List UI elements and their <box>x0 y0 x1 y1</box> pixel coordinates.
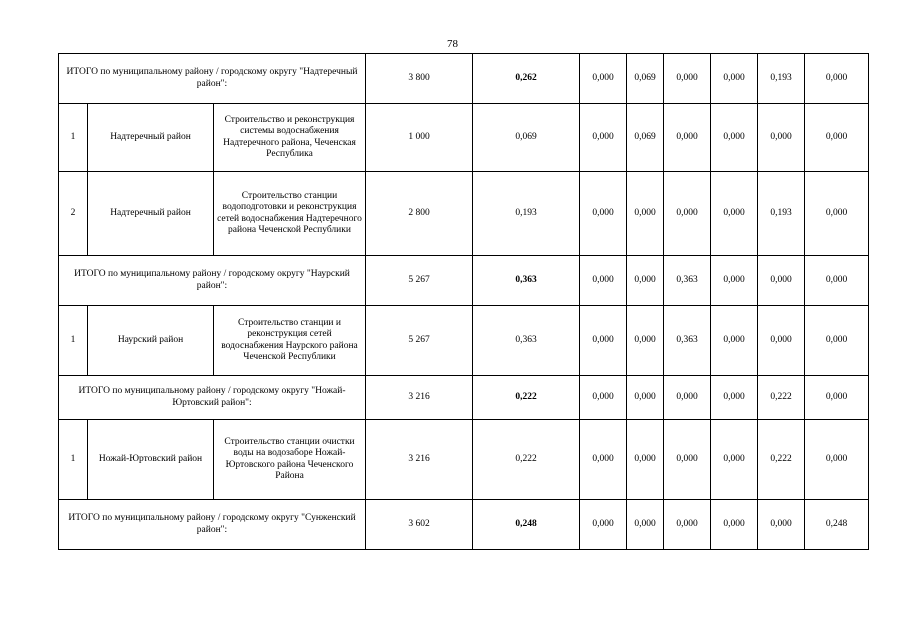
table-row <box>59 104 869 172</box>
year-cell: 0,000 <box>805 376 869 420</box>
year-cell: 0,222 <box>758 376 805 420</box>
sum-cell: 0,222 <box>473 420 580 500</box>
cost-cell: 3 216 <box>366 420 473 500</box>
year-cell: 0,000 <box>580 420 627 500</box>
year-cell: 0,000 <box>758 500 805 550</box>
year-cell: 0,000 <box>664 376 711 420</box>
year-cell: 0,000 <box>627 172 664 256</box>
row-number: 1 <box>59 306 88 376</box>
year-cell: 0,000 <box>711 54 758 104</box>
district-cell: Ножай-Юртовский район <box>88 420 214 500</box>
year-cell: 0,069 <box>627 54 664 104</box>
year-cell: 0,000 <box>758 104 805 172</box>
year-cell: 0,000 <box>805 172 869 256</box>
year-cell: 0,222 <box>758 420 805 500</box>
year-cell: 0,363 <box>664 306 711 376</box>
table-row <box>59 306 869 376</box>
year-cell: 0,193 <box>758 54 805 104</box>
year-cell: 0,000 <box>664 500 711 550</box>
total-label: ИТОГО по муниципальному району / городскому округу "Сунженский район": <box>59 500 366 550</box>
year-cell: 0,000 <box>758 256 805 306</box>
cost-cell: 1 000 <box>366 104 473 172</box>
cost-cell: 3 800 <box>366 54 473 104</box>
project-cell: Строительство и реконструкция системы водоснабжения Надтеречного района, Чеченская Республика <box>214 104 366 172</box>
total-label: ИТОГО по муниципальному району / городскому округу "Надтеречный район": <box>59 54 366 104</box>
sum-cell: 0,069 <box>473 104 580 172</box>
year-cell: 0,000 <box>711 104 758 172</box>
year-cell: 0,000 <box>711 500 758 550</box>
sum-cell: 0,262 <box>473 54 580 104</box>
year-cell: 0,000 <box>664 104 711 172</box>
year-cell: 0,000 <box>664 172 711 256</box>
year-cell: 0,000 <box>805 256 869 306</box>
year-cell: 0,000 <box>580 256 627 306</box>
total-row <box>59 54 869 104</box>
investment-table <box>58 53 869 550</box>
year-cell: 0,000 <box>627 376 664 420</box>
year-cell: 0,000 <box>627 256 664 306</box>
year-cell: 0,000 <box>805 420 869 500</box>
year-cell: 0,000 <box>758 306 805 376</box>
year-cell: 0,000 <box>580 376 627 420</box>
total-row <box>59 376 869 420</box>
year-cell: 0,000 <box>664 420 711 500</box>
year-cell: 0,000 <box>711 420 758 500</box>
year-cell: 0,000 <box>580 500 627 550</box>
year-cell: 0,000 <box>627 500 664 550</box>
district-cell: Надтеречный район <box>88 104 214 172</box>
project-cell: Строительство станции водоподготовки и реконструкция сетей водоснабжения Надтеречного района Чеченской Республики <box>214 172 366 256</box>
year-cell: 0,000 <box>711 172 758 256</box>
year-cell: 0,000 <box>805 54 869 104</box>
project-cell: Строительство станции и реконструкция сетей водоснабжения Наурского района Чеченской Республики <box>214 306 366 376</box>
cost-cell: 2 800 <box>366 172 473 256</box>
district-cell: Надтеречный район <box>88 172 214 256</box>
total-label: ИТОГО по муниципальному району / городскому округу "Ножай-Юртовский район": <box>59 376 366 420</box>
total-label: ИТОГО по муниципальному району / городскому округу "Наурский район": <box>59 256 366 306</box>
cost-cell: 3 216 <box>366 376 473 420</box>
year-cell: 0,069 <box>627 104 664 172</box>
sum-cell: 0,248 <box>473 500 580 550</box>
year-cell: 0,000 <box>805 306 869 376</box>
year-cell: 0,000 <box>580 306 627 376</box>
table-row <box>59 420 869 500</box>
year-cell: 0,000 <box>711 256 758 306</box>
year-cell: 0,000 <box>664 54 711 104</box>
district-cell: Наурский район <box>88 306 214 376</box>
year-cell: 0,000 <box>805 104 869 172</box>
year-cell: 0,363 <box>664 256 711 306</box>
page-number: 78 <box>447 38 458 50</box>
row-number: 1 <box>59 420 88 500</box>
year-cell: 0,000 <box>627 306 664 376</box>
table-row <box>59 172 869 256</box>
year-cell: 0,000 <box>627 420 664 500</box>
row-number: 2 <box>59 172 88 256</box>
sum-cell: 0,363 <box>473 256 580 306</box>
sum-cell: 0,193 <box>473 172 580 256</box>
cost-cell: 5 267 <box>366 256 473 306</box>
cost-cell: 5 267 <box>366 306 473 376</box>
year-cell: 0,248 <box>805 500 869 550</box>
sum-cell: 0,222 <box>473 376 580 420</box>
year-cell: 0,000 <box>711 376 758 420</box>
year-cell: 0,000 <box>711 306 758 376</box>
year-cell: 0,193 <box>758 172 805 256</box>
project-cell: Строительство станции очистки воды на водозаборе Ножай-Юртовского района Чеченского Района <box>214 420 366 500</box>
row-number: 1 <box>59 104 88 172</box>
cost-cell: 3 602 <box>366 500 473 550</box>
total-row <box>59 256 869 306</box>
year-cell: 0,000 <box>580 172 627 256</box>
sum-cell: 0,363 <box>473 306 580 376</box>
total-row <box>59 500 869 550</box>
year-cell: 0,000 <box>580 54 627 104</box>
year-cell: 0,000 <box>580 104 627 172</box>
